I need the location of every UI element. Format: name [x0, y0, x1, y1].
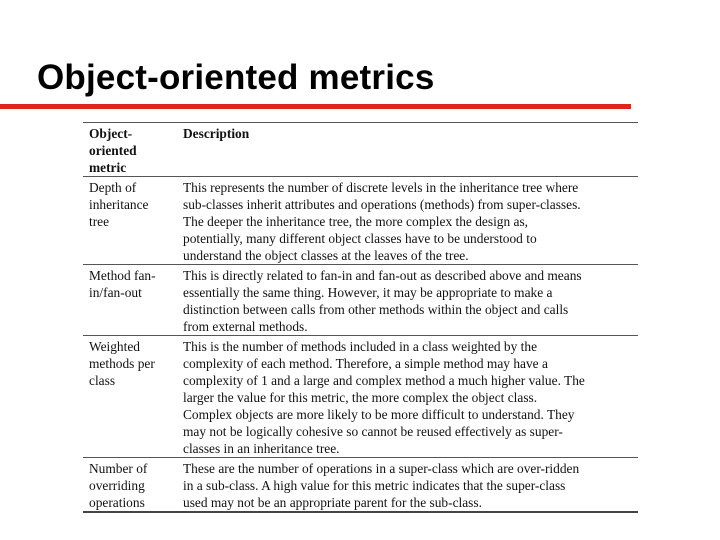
table-row [83, 177, 638, 265]
metric-description: This is the number of methods included in a class weighted by the complexity of each method. Therefore, a simple method may have a complexity of 1 and a large and complex method a much higher value. The larger the value for this metric, the more complex the object class. Complex objects are more likely to be more difficult to understand. They may not be logically cohesive so cannot be reused effectively as super- classes in an inheritance tree. [183, 339, 585, 456]
metric-cell [83, 458, 177, 513]
metrics-table [83, 122, 638, 513]
metric-cell [83, 336, 177, 458]
table-row [83, 265, 638, 336]
header-description [177, 123, 638, 177]
table-header-row [83, 123, 638, 177]
metric-name: Depth of inheritance tree [89, 180, 149, 229]
slide-title: Object-oriented metrics [37, 58, 435, 97]
header-metric [83, 123, 177, 177]
description-cell [177, 336, 638, 458]
description-cell [177, 177, 638, 265]
metric-name: Method fan- in/fan-out [89, 268, 156, 300]
metric-cell [83, 177, 177, 265]
title-underline [0, 104, 631, 109]
table-row [83, 458, 638, 513]
description-cell [177, 458, 638, 513]
header-metric-label: Object- oriented metric [89, 126, 137, 175]
metric-name: Weighted methods per class [89, 339, 155, 388]
metric-description: This represents the number of discrete levels in the inheritance tree where sub-classes inherit attributes and operations (methods) from super-classes. The deeper the inheritance tree, the more complex the design as, potentially, many different object classes have to be understood to understand the object classes at the leaves of the tree. [183, 180, 581, 263]
metric-description: This is directly related to fan-in and fan-out as described above and means essentially the same thing. However, it may be appropriate to make a distinction between calls from other methods within the object and calls from external methods. [183, 268, 582, 334]
metric-description: These are the number of operations in a super-class which are over-ridden in a sub-class. A high value for this metric indicates that the super-class used may not be an appropriate parent for the sub-class. [183, 461, 580, 510]
description-cell [177, 265, 638, 336]
metric-cell [83, 265, 177, 336]
header-description-label: Description [183, 126, 250, 141]
table-row [83, 336, 638, 458]
metric-name: Number of overriding operations [89, 461, 148, 510]
